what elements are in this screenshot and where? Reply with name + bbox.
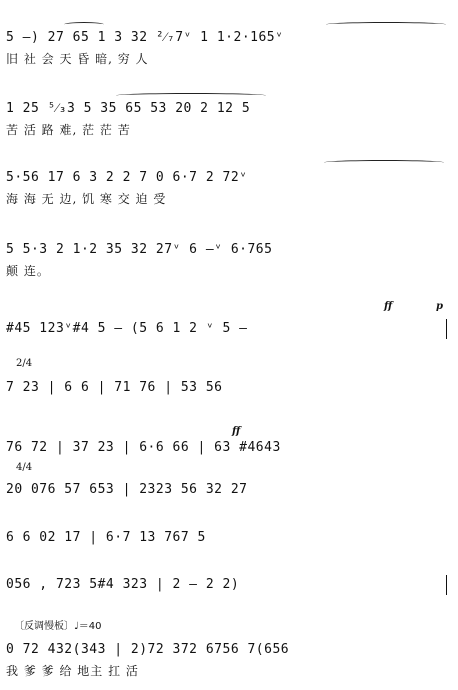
notes-line: 6 6 02 17 | 6·7 13 767 5 (6, 530, 206, 545)
lyrics-line: 海 海 无 边, 饥 寒 交 迫 受 (6, 192, 167, 206)
lyrics-line: 苦 活 路 难, 茫 茫 苦 (6, 123, 131, 137)
slur (324, 160, 444, 165)
dynamic-mark: ff (384, 301, 393, 312)
notes-line: #45 123ᵛ#4 5 — (5 6 1 2 ᵛ 5 — (6, 321, 248, 336)
notes-line: 5 5·3 2 1·2 35 32 27ᵛ 6 —ᵛ 6·765 (6, 242, 273, 257)
time-signature: 2/4 (16, 358, 33, 369)
slur (64, 22, 104, 27)
barline (446, 575, 447, 595)
dynamic-mark: ff (232, 426, 241, 437)
notes-line: 7 23 | 6 6 | 71 76 | 53 56 (6, 380, 223, 395)
dynamic-mark: p (436, 301, 443, 312)
notes-line: 5 —) 27 65 1 3 32 ²⁄₇7ᵛ 1 1·2·165ᵛ (6, 30, 284, 45)
time-signature: 4/4 (16, 462, 33, 473)
notes-line: 1 25 ⁵⁄₃3 5 35 65 53 20 2 12 5 (6, 101, 251, 116)
lyrics-line: 颠 连。 (6, 264, 50, 278)
tempo-marking: 〔反调慢板〕♩＝40 (14, 621, 102, 632)
barline (446, 319, 447, 339)
lyrics-line: 旧 社 会 天 昏 暗, 穷 人 (6, 52, 149, 66)
slur (326, 22, 446, 27)
slur (116, 93, 266, 98)
notes-line: 5·56 17 6 3 2 2 7 0 6·7 2 72ᵛ (6, 170, 248, 185)
lyrics-line: 我 爹 爹 给 地主 扛 活 (6, 664, 139, 678)
notes-line: 0 72 432(343 | 2)72 372 6756 7(656 (6, 642, 290, 657)
notes-line: 20 076 57 653 | 2323 56 32 27 (6, 482, 248, 497)
notes-line: 76 72 | 37 23 | 6·6 66 | 63 #4643 (6, 440, 281, 455)
notes-line: 056 , 723 5#4 323 | 2 — 2 2) (6, 577, 240, 592)
